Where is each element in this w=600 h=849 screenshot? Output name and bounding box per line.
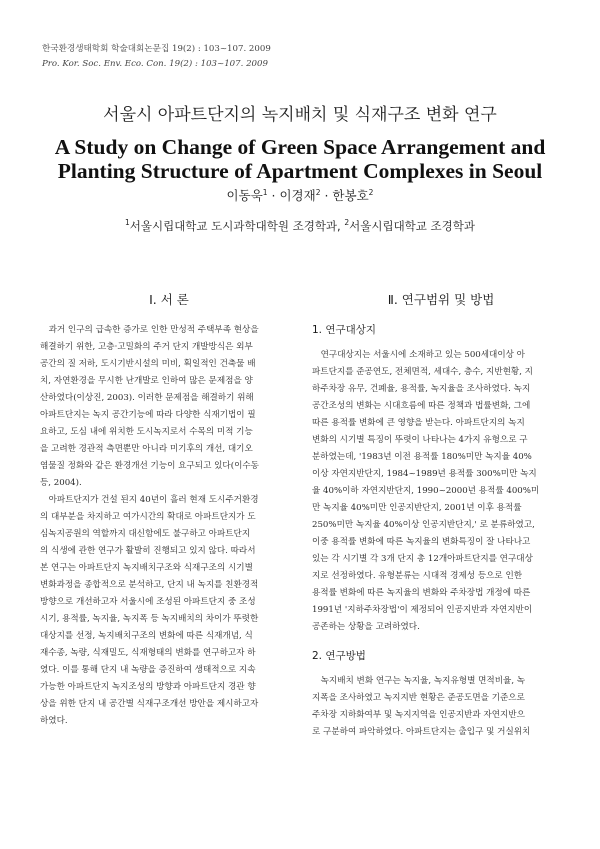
section-heading-introduction: Ⅰ. 서 론 <box>149 292 189 307</box>
section-heading-scope-method: Ⅱ. 연구범위 및 방법 <box>387 292 495 307</box>
text-line: 연구대상지는 서울시에 소재하고 있는 500세대이상 아 <box>320 350 525 360</box>
affiliation-name: 서울시립대학교 도시과학대학원 조경학과, <box>129 219 341 233</box>
text-line: 치, 자연환경을 무시한 난개발로 인하여 많은 문제점을 양 <box>40 376 253 386</box>
text-line: 분하였는데, '1983년 이전 용적률 180%미만 녹지율 40% <box>312 452 532 462</box>
study-site-paragraph <box>312 347 570 636</box>
text-line: 아파트단지는 녹지 공간기능에 따라 다양한 식재기법이 필 <box>40 410 256 420</box>
text-line: 을 고려한 경관적 측면뿐만 아니라 미기후의 개선, 대기오 <box>40 444 253 454</box>
text-line: 지폭을 조사하였고 녹지지반 현황은 준공도면을 기준으로 <box>312 693 525 703</box>
text-line: 율 40%이하 자연지반단지, 1990~2000년 용적률 400%미 <box>312 486 540 496</box>
method-paragraph <box>312 673 570 741</box>
text-line: 변화의 시기별 특징이 뚜렷이 나타나는 4가지 유형으로 구 <box>312 435 528 445</box>
journal-citation-en: Pro. Kor. Soc. Env. Eco. Con. 19(2) : 103~107. 2009 <box>42 59 268 69</box>
title-english-line-2: Planting Structure of Apartment Complexes in Seoul <box>57 159 543 183</box>
text-line: 였다. 이를 통해 단지 내 녹량을 증진하여 생태적으로 지속 <box>40 665 256 675</box>
text-line: 상을 위한 단지 내 공간별 식재구조개선 방안을 제시하고자 <box>40 699 259 709</box>
text-line: 만 녹지율 40%미만 인공지반단지, 2001년 이후 용적률 <box>312 503 522 513</box>
text-line: 1991년 '지하주차장법'이 제정되어 인공지반과 자연지반이 <box>312 605 533 615</box>
text-line: 따른 용적률 변화에 큰 영향을 받는다. 아파트단지의 녹지 <box>312 418 525 428</box>
text-line: 파트단지를 준공연도, 전체면적, 세대수, 층수, 지반현황, 지 <box>312 367 533 377</box>
affiliation-mark: 1 <box>124 218 130 228</box>
left-column <box>40 290 298 730</box>
text-line: 하주차장 유무, 건폐율, 용적률, 녹지율을 조사하였다. 녹지 <box>312 384 531 394</box>
intro-paragraph-2 <box>40 492 298 730</box>
text-line: 본 연구는 아파트단지 녹지배치구조와 식재구조의 시기별 <box>40 563 253 573</box>
author-list <box>0 186 600 204</box>
journal-citation <box>42 42 271 72</box>
author-separator: · <box>320 188 333 203</box>
text-line: 이중 용적률 변화에 따른 녹지율의 변화특징이 잘 나타나고 <box>312 537 531 547</box>
text-line: 재수종, 녹량, 식재밀도, 식재형태의 변화를 연구하고자 하 <box>40 648 256 658</box>
text-line: 이상 자연지반단지, 1984~1989년 용적률 300%미만 녹지 <box>312 469 537 479</box>
affiliation-list <box>0 218 600 234</box>
subsection-heading-study-site: 1. 연구대상지 <box>312 324 377 336</box>
text-line: 공간의 질 저하, 도시기반시설의 미비, 획일적인 건축물 배 <box>40 359 256 369</box>
text-line: 가능한 아파트단지 녹지조성의 방향과 아파트단지 경관 향 <box>40 682 256 692</box>
author-affiliation-mark: 2 <box>368 187 374 197</box>
text-line: 250%미만 녹지율 40%이상 인공지반단지,' 로 분류하였고, <box>312 520 535 530</box>
text-line: 시기, 용적률, 녹지율, 녹지폭 등 녹지배치의 차이가 뚜렷한 <box>40 614 259 624</box>
text-line: 해결하기 위한, 고층·고밀화의 주거 단지 개발방식은 외부 <box>40 342 253 352</box>
author-name: 이경재 <box>279 188 316 203</box>
text-line: 하였다. <box>40 716 68 726</box>
title-korean: 서울시 아파트단지의 녹지배치 및 식재구조 변화 연구 <box>103 105 497 125</box>
text-line: 로 구분하여 파악하였다. 아파트단지는 출입구 및 거실위치 <box>312 727 531 737</box>
text-line: 심녹지공원의 역할까지 대신함에도 불구하고 아파트단지 <box>40 529 251 539</box>
text-line: 아파트단지가 건설 된지 40년이 흘러 현재 도시주거환경 <box>48 495 259 505</box>
author-affiliation-mark: 2 <box>315 187 321 197</box>
text-line: 과거 인구의 급속한 증가로 인한 만성적 주택부족 현상을 <box>48 325 259 335</box>
text-line: 지로 선정하였다. 유형분류는 시대적 경제성 등으로 인한 <box>312 571 523 581</box>
text-line: 공존하는 상황을 고려하였다. <box>312 622 420 632</box>
text-line: 산하였다(이상진, 2003). 이러한 문제점을 해결하기 위해 <box>40 393 254 403</box>
text-line: 대상지를 선정, 녹지배치구조의 변화에 따른 식재개념, 식 <box>40 631 253 641</box>
affiliation-name: 서울시립대학교 조경학과 <box>349 219 475 233</box>
text-line: 공간조성의 변화는 시대흐름에 따른 정책과 법률변화, 그에 <box>312 401 531 411</box>
text-line: 의 식생에 관한 연구가 활발히 진행되고 있지 않다. 따라서 <box>40 546 256 556</box>
text-line: 있는 각 시기별 각 3개 단지 총 12개아파트단지를 연구대상 <box>312 554 533 564</box>
text-line: 방향으로 개선하고자 서울시에 조성된 아파트단지 중 조성 <box>40 597 256 607</box>
text-line: 변화과정을 종합적으로 분석하고, 단지 내 녹지를 친환경적 <box>40 580 259 590</box>
author-affiliation-mark: 1 <box>262 187 268 197</box>
author-name: 한봉호 <box>332 188 369 203</box>
text-line: 녹지배치 변화 연구는 녹지율, 녹지유형별 면적비율, 녹 <box>320 676 526 686</box>
title-english-line-1: A Study on Change of Green Space Arrangement and <box>54 135 546 159</box>
intro-paragraph-1 <box>40 322 298 492</box>
text-line: 용적률 변화에 따른 녹지율의 변화와 주차장법 개정에 따른 <box>312 588 531 598</box>
right-column <box>312 290 570 741</box>
author-name: 이동욱 <box>226 188 263 203</box>
text-line: 주차장 지하화여부 및 녹지지역을 인공지반과 자연지반으 <box>312 710 525 720</box>
affiliation-mark: 2 <box>344 218 350 228</box>
journal-citation-ko: 한국환경생태학회 학술대회논문집 19(2) : 103~107. 2009 <box>42 44 271 54</box>
text-line: 의 대부분을 차지하고 여가시간의 확대로 아파트단지가 도 <box>40 512 256 522</box>
author-separator: · <box>267 188 280 203</box>
title-english <box>0 135 600 183</box>
text-line: 등, 2004). <box>40 478 82 488</box>
text-line: 요하고, 도심 내에 위치한 도시녹지로서 수목의 미적 기능 <box>40 427 253 437</box>
subsection-heading-method: 2. 연구방법 <box>312 650 366 662</box>
text-line: 염물질 정화와 같은 환경개선 기능이 요구되고 있다(이수동 <box>40 461 259 471</box>
